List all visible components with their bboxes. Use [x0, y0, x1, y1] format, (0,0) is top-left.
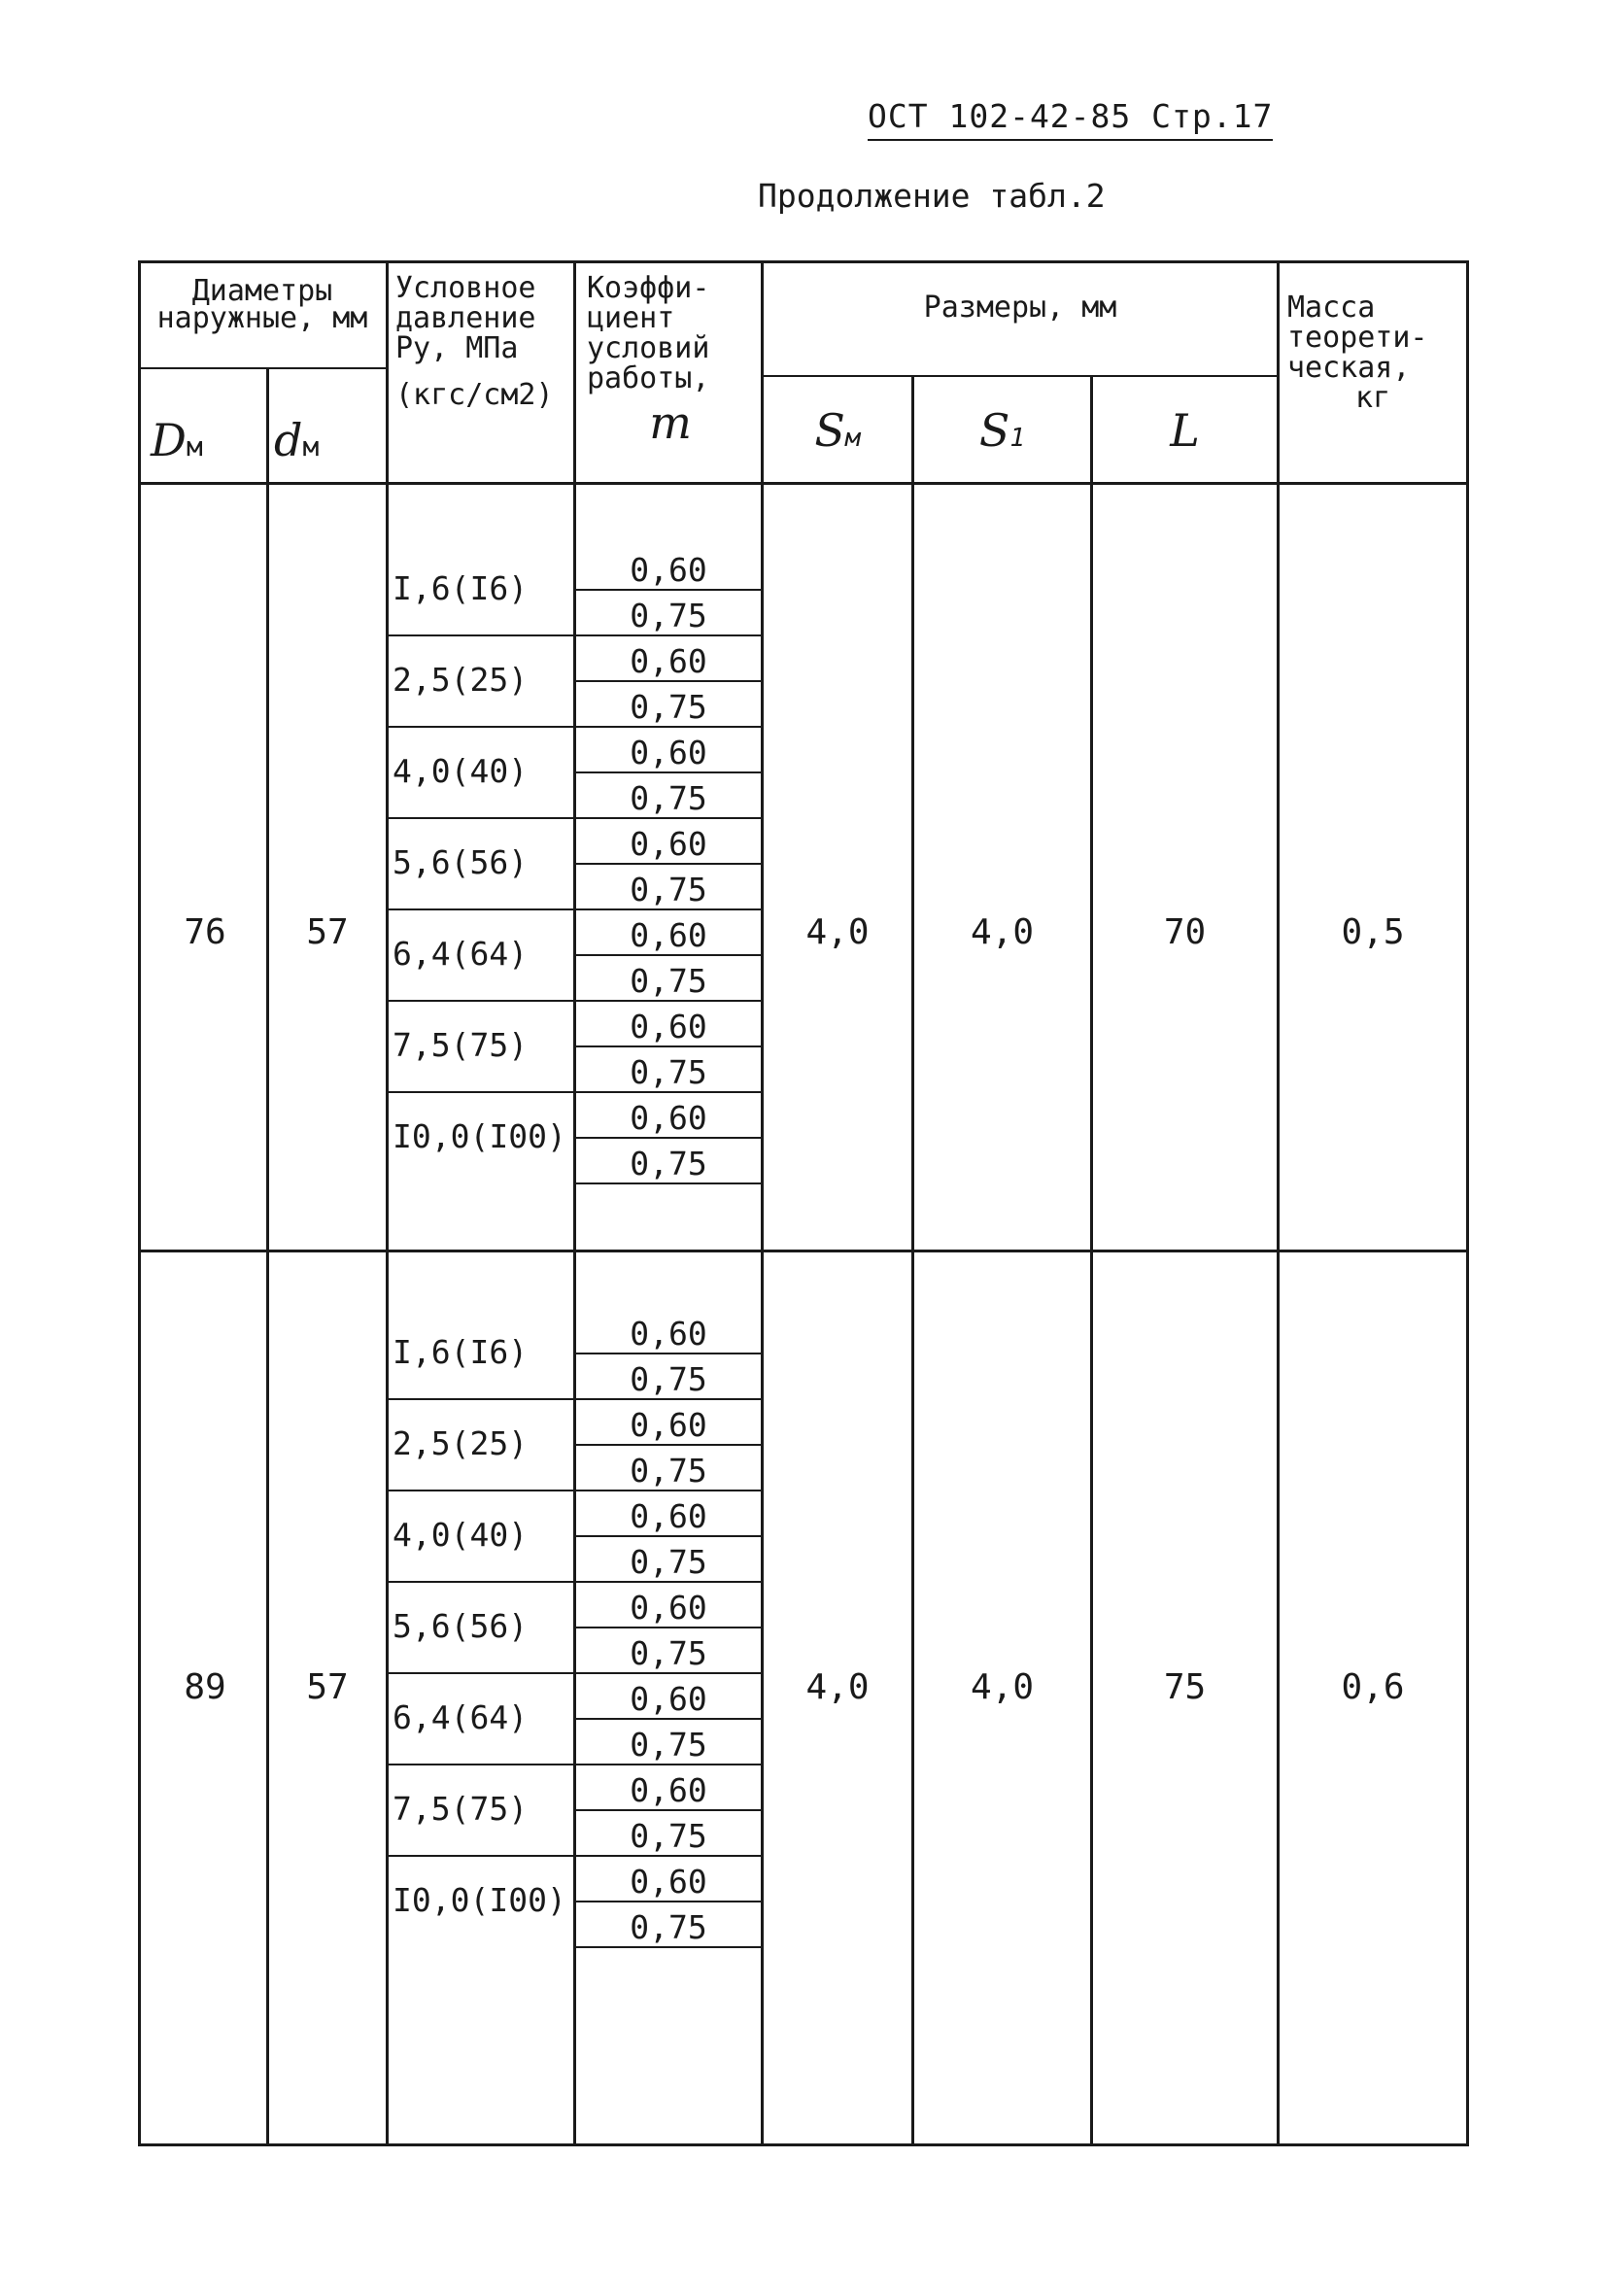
- coef-value: 0,60: [630, 1863, 707, 1901]
- coef-row-line: [573, 1045, 761, 1047]
- coef-value: 0,75: [630, 1360, 707, 1398]
- pressure-value: I0,0(I00): [393, 1881, 566, 1919]
- coef-value: 0,75: [630, 779, 707, 817]
- coef-row-line: [573, 1764, 761, 1765]
- coef-value: 0,75: [630, 1634, 707, 1672]
- pressure-row-line: [386, 1764, 573, 1765]
- pressure-row-line: [386, 817, 573, 819]
- pressure-value: I,6(I6): [393, 1333, 529, 1371]
- header-S-1-sub: 1: [1009, 424, 1026, 453]
- header-D: [151, 414, 203, 466]
- col-line-7: [1277, 260, 1280, 2146]
- coef-value: 0,75: [630, 688, 707, 726]
- coef-value: 0,75: [630, 871, 707, 908]
- coef-row-line: [573, 726, 761, 728]
- header-coef-line: работы,: [587, 361, 710, 395]
- coef-row-line: [573, 908, 761, 910]
- coef-value: 0,75: [630, 1053, 707, 1091]
- coef-row-line: [573, 771, 761, 773]
- col-line-2: [386, 260, 389, 2146]
- coef-row-line: [573, 589, 761, 591]
- table-continuation-title: Продолжение табл.2: [758, 177, 1106, 215]
- header-D-unit: м: [186, 430, 203, 463]
- pressure-value: I0,0(I00): [393, 1117, 566, 1155]
- coef-row-line: [573, 1672, 761, 1674]
- pressure-value: 5,6(56): [393, 843, 529, 881]
- pressure-value: 2,5(25): [393, 1424, 529, 1462]
- coef-value: 0,60: [630, 1315, 707, 1353]
- size-S-m: 4,0: [805, 912, 870, 952]
- coef-row-line: [573, 954, 761, 956]
- pressure-row-line: [386, 1672, 573, 1674]
- coef-value: 0,75: [630, 962, 707, 1000]
- size-S-1: 4,0: [970, 912, 1035, 952]
- coef-row-line: [573, 817, 761, 819]
- header-mass-line: Масса: [1287, 291, 1376, 325]
- pressure-value: 6,4(64): [393, 1698, 529, 1736]
- size-L: 70: [1163, 912, 1207, 952]
- header-d-symbol: d: [274, 414, 303, 466]
- coef-row-line: [573, 1946, 761, 1948]
- coef-row-line: [573, 1000, 761, 1002]
- coef-value: 0,75: [630, 1817, 707, 1855]
- coef-row-line: [573, 1137, 761, 1139]
- coef-row-line: [573, 634, 761, 636]
- header-S-m-sub: м: [844, 424, 861, 453]
- coef-row-line: [573, 1490, 761, 1491]
- pressure-row-line: [386, 908, 573, 910]
- coef-value: 0,75: [630, 1543, 707, 1581]
- header-coef-line: циент: [587, 301, 675, 335]
- coef-value: 0,60: [630, 551, 707, 589]
- pressure-value: 5,6(56): [393, 1607, 529, 1645]
- header-coef-line: Коэффи-: [587, 271, 710, 305]
- coef-row-line: [573, 1718, 761, 1720]
- coef-value: 0,75: [630, 1145, 707, 1182]
- pressure-row-line: [386, 1490, 573, 1491]
- pressure-value: 2,5(25): [393, 661, 529, 699]
- coef-value: 0,60: [630, 642, 707, 680]
- coef-row-line: [573, 680, 761, 682]
- document-code: ОСТ 102-42-85 Стр.17: [868, 97, 1273, 141]
- outer-diameter-D: 76: [184, 912, 226, 952]
- coef-row-line: [573, 1353, 761, 1354]
- coef-row-line: [573, 1535, 761, 1537]
- coef-row-line: [573, 1627, 761, 1628]
- outer-diameter-D: 89: [184, 1667, 226, 1707]
- col-line-5: [911, 375, 914, 2146]
- header-S-1-symbol: S: [978, 404, 1010, 457]
- header-mass-line: ческая,: [1287, 351, 1411, 385]
- header-S-m-symbol: S: [814, 404, 845, 457]
- coef-value: 0,60: [630, 1589, 707, 1627]
- coef-value: 0,60: [630, 734, 707, 771]
- coef-row-line: [573, 1581, 761, 1583]
- header-L: L: [1170, 404, 1200, 457]
- header-d-unit: м: [302, 430, 320, 463]
- coef-row-line: [573, 1901, 761, 1902]
- size-L: 75: [1163, 1667, 1207, 1707]
- col-line-0: [138, 260, 141, 2146]
- pressure-value: 7,5(75): [393, 1026, 529, 1064]
- table-top-border: [138, 260, 1469, 263]
- header-pressure-line: Условное: [395, 271, 536, 305]
- header-S-m: [764, 404, 911, 457]
- header-bottom-border: [138, 482, 1469, 485]
- coef-value: 0,75: [630, 1452, 707, 1490]
- pressure-row-line: [386, 1000, 573, 1002]
- coef-row-line: [573, 1855, 761, 1857]
- theoretical-mass: 0,6: [1341, 1667, 1405, 1707]
- pressure-row-line: [386, 1581, 573, 1583]
- header-D-symbol: D: [151, 414, 187, 466]
- col-line-8: [1466, 260, 1469, 2146]
- header-pressure-line: давление: [395, 301, 536, 335]
- pressure-value: I,6(I6): [393, 569, 529, 607]
- outer-diameter-d: 57: [306, 1667, 349, 1707]
- header-divider-sizes: [763, 375, 1280, 377]
- coef-row-line: [573, 863, 761, 865]
- coef-value: 0,60: [630, 1680, 707, 1718]
- col-line-3: [573, 260, 576, 2146]
- col-line-1: [266, 367, 269, 2146]
- header-mass-line: теорети-: [1287, 321, 1428, 355]
- coef-row-line: [573, 1444, 761, 1446]
- pressure-row-line: [386, 1398, 573, 1400]
- pressure-value: 7,5(75): [393, 1790, 529, 1828]
- header-coef-line: условий: [587, 331, 710, 365]
- header-sizes: Размеры, мм: [923, 291, 1117, 325]
- coef-value: 0,75: [630, 597, 707, 634]
- header-divider-diameters: [138, 367, 386, 369]
- outer-diameter-d: 57: [306, 912, 349, 952]
- header-pressure-line: (кгс/см2): [395, 378, 554, 412]
- col-line-6: [1090, 375, 1093, 2146]
- size-S-m: 4,0: [805, 1667, 870, 1707]
- coef-row-line: [573, 1398, 761, 1400]
- size-S-1: 4,0: [970, 1667, 1035, 1707]
- header-pressure-line: Ру, МПа: [395, 331, 519, 365]
- header-diameters: Диаметры наружные, мм: [156, 274, 368, 335]
- coef-value: 0,60: [630, 916, 707, 954]
- col-line-4: [761, 260, 764, 2146]
- block-separator: [138, 1250, 1469, 1252]
- coef-row-line: [573, 1182, 761, 1184]
- coef-value: 0,75: [630, 1908, 707, 1946]
- pressure-value: 4,0(40): [393, 1516, 529, 1554]
- coef-value: 0,60: [630, 1771, 707, 1809]
- coef-value: 0,60: [630, 1497, 707, 1535]
- coef-row-line: [573, 1091, 761, 1093]
- pressure-row-line: [386, 634, 573, 636]
- coef-value: 0,75: [630, 1726, 707, 1764]
- coef-value: 0,60: [630, 1099, 707, 1137]
- header-coef-symbol: m: [649, 396, 692, 449]
- pressure-row-line: [386, 726, 573, 728]
- coef-value: 0,60: [630, 1406, 707, 1444]
- table-bottom-border: [138, 2143, 1469, 2146]
- pressure-value: 6,4(64): [393, 935, 529, 973]
- pressure-row-line: [386, 1091, 573, 1093]
- theoretical-mass: 0,5: [1341, 912, 1405, 952]
- header-mass-line: кг: [1354, 381, 1391, 415]
- pressure-value: 4,0(40): [393, 752, 529, 790]
- header-S-1: [914, 404, 1090, 457]
- coef-value: 0,60: [630, 825, 707, 863]
- pressure-row-line: [386, 1855, 573, 1857]
- coef-value: 0,60: [630, 1008, 707, 1045]
- header-d: [274, 414, 320, 466]
- coef-row-line: [573, 1809, 761, 1811]
